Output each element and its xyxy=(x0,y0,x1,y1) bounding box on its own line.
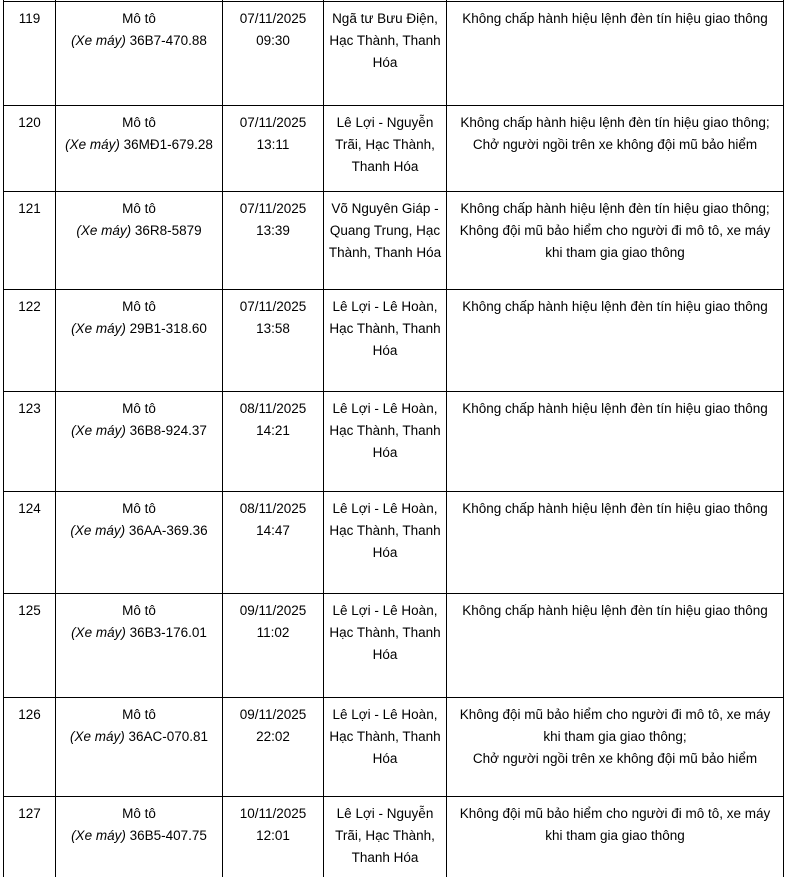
violation-location: Lê Lợi - Lê Hoàn, Hạc Thành, Thanh Hóa xyxy=(329,501,441,560)
row-number-cell xyxy=(4,192,56,290)
violation-time: 13:11 xyxy=(256,137,290,152)
vehicle-cell xyxy=(56,2,223,106)
vehicle-note: (Xe máy) xyxy=(71,33,126,48)
vehicle-plate-line xyxy=(60,318,218,340)
table-row xyxy=(4,698,784,797)
row-number-cell xyxy=(4,2,56,106)
row-number: 119 xyxy=(18,11,41,26)
license-plate: 36MĐ1-679.28 xyxy=(123,137,213,152)
vehicle-cell xyxy=(56,492,223,594)
violation-text: Chở người ngồi trên xe không đội mũ bảo hiểm xyxy=(472,137,758,152)
row-number: 122 xyxy=(18,299,41,314)
violation-date: 10/11/2025 xyxy=(239,806,307,821)
violation-time: 11:02 xyxy=(256,625,290,640)
datetime-cell xyxy=(223,192,324,290)
vehicle-plate-line xyxy=(60,30,218,52)
violation-location: Võ Nguyên Giáp - Quang Trung, Hạc Thành, Thanh Hóa xyxy=(328,201,442,260)
violation-date: 08/11/2025 xyxy=(239,501,307,516)
vehicle-cell xyxy=(56,106,223,192)
row-number-cell xyxy=(4,492,56,594)
location-cell xyxy=(324,797,447,877)
violation-date: 07/11/2025 xyxy=(239,115,307,130)
license-plate: 36B7-470.88 xyxy=(129,33,207,48)
row-number-cell xyxy=(4,290,56,392)
violation-cell xyxy=(447,106,784,192)
vehicle-plate-line xyxy=(60,520,218,542)
vehicle-cell xyxy=(56,594,223,698)
vehicle-cell xyxy=(56,290,223,392)
violation-text: Không đội mũ bảo hiểm cho người đi mô tô, xe máy khi tham gia giao thông xyxy=(459,806,771,843)
violation-text: Không chấp hành hiệu lệnh đèn tín hiệu giao thông xyxy=(462,11,768,26)
location-cell xyxy=(324,594,447,698)
violation-cell xyxy=(447,192,784,290)
row-number-cell xyxy=(4,698,56,797)
license-plate: 36R8-5879 xyxy=(134,223,202,238)
table-row xyxy=(4,192,784,290)
violation-text: Không chấp hành hiệu lệnh đèn tín hiệu giao thông xyxy=(462,603,768,618)
violation-location: Lê Lợi - Lê Hoàn, Hạc Thành, Thanh Hóa xyxy=(329,401,441,460)
vehicle-type: Mô tô xyxy=(122,115,156,130)
table-row xyxy=(4,2,784,106)
table-row xyxy=(4,797,784,877)
datetime-cell xyxy=(223,698,324,797)
violation-date: 07/11/2025 xyxy=(239,11,307,26)
vehicle-cell xyxy=(56,192,223,290)
vehicle-plate-line xyxy=(60,420,218,442)
vehicle-type: Mô tô xyxy=(122,501,156,516)
row-number-cell xyxy=(4,106,56,192)
license-plate: 36AC-070.81 xyxy=(128,729,209,744)
location-cell xyxy=(324,2,447,106)
license-plate: 36AA-369.36 xyxy=(128,523,208,538)
vehicle-type: Mô tô xyxy=(122,201,156,216)
table-row xyxy=(4,290,784,392)
violation-text: Không đội mũ bảo hiểm cho người đi mô tô, xe máy khi tham gia giao thông xyxy=(459,223,771,260)
vehicle-cell xyxy=(56,392,223,492)
row-number-cell xyxy=(4,797,56,877)
location-cell xyxy=(324,392,447,492)
vehicle-type: Mô tô xyxy=(122,603,156,618)
datetime-cell xyxy=(223,594,324,698)
violation-text: Chở người ngồi trên xe không đội mũ bảo hiểm xyxy=(472,751,758,766)
violation-text: Không chấp hành hiệu lệnh đèn tín hiệu giao thông xyxy=(462,501,768,516)
row-number: 124 xyxy=(18,501,41,516)
vehicle-plate-line xyxy=(60,134,218,156)
violation-date: 09/11/2025 xyxy=(239,603,307,618)
vehicle-plate-line xyxy=(60,220,218,242)
table-row xyxy=(4,106,784,192)
location-cell xyxy=(324,106,447,192)
violation-cell xyxy=(447,594,784,698)
vehicle-note: (Xe máy) xyxy=(71,625,126,640)
violation-location: Lê Lợi - Lê Hoàn, Hạc Thành, Thanh Hóa xyxy=(329,603,441,662)
violation-location: Lê Lợi - Nguyễn Trãi, Hạc Thành, Thanh Hóa xyxy=(335,115,435,174)
datetime-cell xyxy=(223,290,324,392)
vehicle-note: (Xe máy) xyxy=(71,321,126,336)
table-row xyxy=(4,392,784,492)
violation-time: 13:39 xyxy=(256,223,290,238)
datetime-cell xyxy=(223,797,324,877)
violation-time: 12:01 xyxy=(256,828,290,843)
license-plate: 36B3-176.01 xyxy=(129,625,207,640)
row-number-cell xyxy=(4,594,56,698)
violation-cell xyxy=(447,492,784,594)
datetime-cell xyxy=(223,2,324,106)
datetime-cell xyxy=(223,106,324,192)
row-number: 120 xyxy=(18,115,41,130)
vehicle-plate-line xyxy=(60,726,218,748)
row-number: 121 xyxy=(18,201,41,216)
violation-date: 07/11/2025 xyxy=(239,299,307,314)
vehicle-cell xyxy=(56,698,223,797)
vehicle-type: Mô tô xyxy=(122,401,156,416)
violation-cell xyxy=(447,392,784,492)
datetime-cell xyxy=(223,392,324,492)
location-cell xyxy=(324,492,447,594)
row-number: 126 xyxy=(18,707,41,722)
violation-time: 14:21 xyxy=(256,423,290,438)
violation-date: 08/11/2025 xyxy=(239,401,307,416)
violation-time: 14:47 xyxy=(256,523,290,538)
vehicle-note: (Xe máy) xyxy=(69,729,125,744)
row-number-cell xyxy=(4,392,56,492)
vehicle-type: Mô tô xyxy=(122,806,156,821)
license-plate: 36B5-407.75 xyxy=(129,828,207,843)
license-plate: 29B1-318.60 xyxy=(129,321,207,336)
vehicle-note: (Xe máy) xyxy=(65,137,120,152)
violation-text: Không chấp hành hiệu lệnh đèn tín hiệu giao thông; xyxy=(460,115,770,130)
vehicle-plate-line xyxy=(60,622,218,644)
violation-time: 13:58 xyxy=(256,321,290,336)
location-cell xyxy=(324,290,447,392)
license-plate: 36B8-924.37 xyxy=(129,423,207,438)
violation-date: 07/11/2025 xyxy=(239,201,307,216)
violation-location: Lê Lợi - Lê Hoàn, Hạc Thành, Thanh Hóa xyxy=(329,707,441,766)
violation-cell xyxy=(447,797,784,877)
violation-cell xyxy=(447,698,784,797)
vehicle-note: (Xe máy) xyxy=(71,828,126,843)
vehicle-cell xyxy=(56,797,223,877)
table-row xyxy=(4,492,784,594)
violation-cell xyxy=(447,2,784,106)
row-number: 125 xyxy=(18,603,41,618)
violation-text: Không chấp hành hiệu lệnh đèn tín hiệu giao thông xyxy=(462,299,768,314)
violation-date: 09/11/2025 xyxy=(239,707,307,722)
vehicle-note: (Xe máy) xyxy=(70,523,126,538)
vehicle-type: Mô tô xyxy=(122,299,156,314)
violation-cell xyxy=(447,290,784,392)
vehicle-note: (Xe máy) xyxy=(71,423,126,438)
row-number: 123 xyxy=(18,401,41,416)
violations-table xyxy=(3,0,784,877)
violation-time: 09:30 xyxy=(256,33,290,48)
violation-text: Không đội mũ bảo hiểm cho người đi mô tô, xe máy khi tham gia giao thông; xyxy=(459,707,771,744)
vehicle-type: Mô tô xyxy=(122,11,156,26)
vehicle-note: (Xe máy) xyxy=(76,223,132,238)
violation-time: 22:02 xyxy=(256,729,290,744)
violation-location: Lê Lợi - Nguyễn Trãi, Hạc Thành, Thanh Hóa xyxy=(335,806,435,865)
datetime-cell xyxy=(223,492,324,594)
table-row xyxy=(4,594,784,698)
violation-location: Lê Lợi - Lê Hoàn, Hạc Thành, Thanh Hóa xyxy=(329,299,441,358)
row-number: 127 xyxy=(18,806,41,821)
violation-text: Không chấp hành hiệu lệnh đèn tín hiệu giao thông; xyxy=(460,201,770,216)
violation-text: Không chấp hành hiệu lệnh đèn tín hiệu giao thông xyxy=(462,401,768,416)
vehicle-type: Mô tô xyxy=(122,707,156,722)
location-cell xyxy=(324,698,447,797)
violation-location: Ngã tư Bưu Điện, Hạc Thành, Thanh Hóa xyxy=(329,11,441,70)
location-cell xyxy=(324,192,447,290)
vehicle-plate-line xyxy=(60,825,218,847)
